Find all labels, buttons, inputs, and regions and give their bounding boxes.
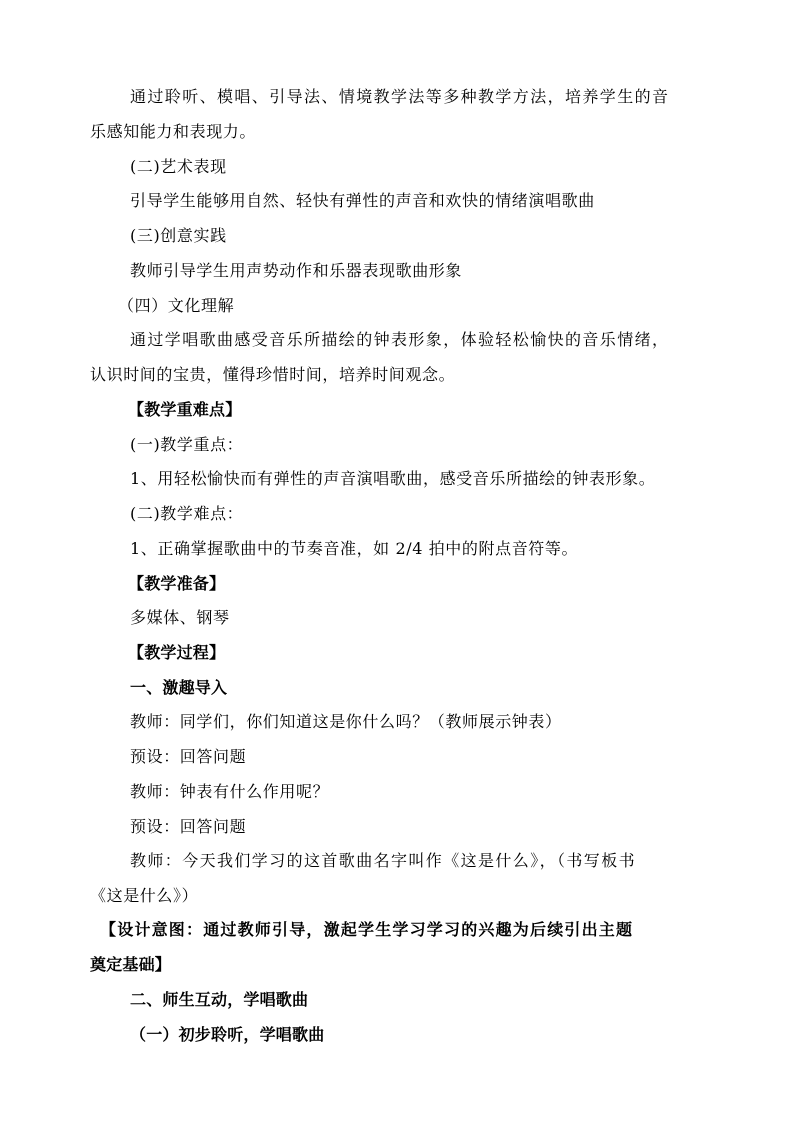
design-intent-line: 【设计意图：通过教师引导，激起学生学习学习的兴趣为后续引出主题 (100, 920, 634, 939)
subsection-heading-first-listening: （一）初步聆听，学唱歌曲 (130, 1025, 325, 1044)
paragraph-cultural-understanding-line: 认识时间的宝贵，懂得珍惜时间，培养时间观念。 (90, 365, 456, 384)
preparation-content: 多媒体、钢琴 (130, 608, 230, 627)
dialogue-line: 预设：回答问题 (130, 817, 247, 836)
subheading-art-expression: (二)艺术表现 (130, 157, 227, 176)
heading-key-points: 【教学重难点】 (128, 400, 242, 419)
dialogue-line: 预设：回答问题 (130, 747, 247, 766)
objective-paragraph-line: 乐感知能力和表现力。 (90, 122, 257, 141)
heading-preparation: 【教学准备】 (128, 574, 226, 593)
subheading-cultural-understanding: （四）文化理解 (118, 296, 235, 315)
dialogue-line: 教师：今天我们学习的这首歌曲名字叫作《这是什么》，（书写板书 (130, 851, 637, 870)
paragraph-art-expression: 引导学生能够用自然、轻快有弹性的声音和欢快的情绪演唱歌曲 (130, 191, 595, 210)
section-heading-introduction: 一、激趣导入 (130, 678, 228, 697)
objective-paragraph-line: 通过聆听、模唱、引导法、情境教学法等多种教学方法，培养学生的音 (130, 87, 670, 106)
difficult-point-item: 1、正确掌握歌曲中的节奏音准，如 2/4 拍中的附点音符等。 (130, 539, 579, 558)
section-heading-interaction: 二、师生互动，学唱歌曲 (130, 990, 309, 1009)
heading-teaching-process: 【教学过程】 (128, 643, 226, 662)
design-intent-line: 奠定基础】 (90, 955, 172, 974)
dialogue-line: 《这是什么》） (90, 886, 199, 905)
subheading-key-point: (一)教学重点： (130, 435, 244, 454)
subheading-creative-practice: (三)创意实践 (130, 226, 227, 245)
dialogue-line: 教师：钟表有什么作用呢？ (130, 782, 330, 801)
paragraph-cultural-understanding-line: 通过学唱歌曲感受音乐所描绘的钟表形象，体验轻松愉快的音乐情绪， (130, 330, 670, 349)
key-point-item: 1、用轻松愉快而有弹性的声音演唱歌曲，感受音乐所描绘的钟表形象。 (130, 469, 656, 488)
subheading-difficult-point: (二)教学难点： (130, 504, 244, 523)
dialogue-line: 教师：同学们，你们知道这是你什么吗？（教师展示钟表） (130, 712, 562, 731)
paragraph-creative-practice: 教师引导学生用声势动作和乐器表现歌曲形象 (130, 261, 463, 280)
